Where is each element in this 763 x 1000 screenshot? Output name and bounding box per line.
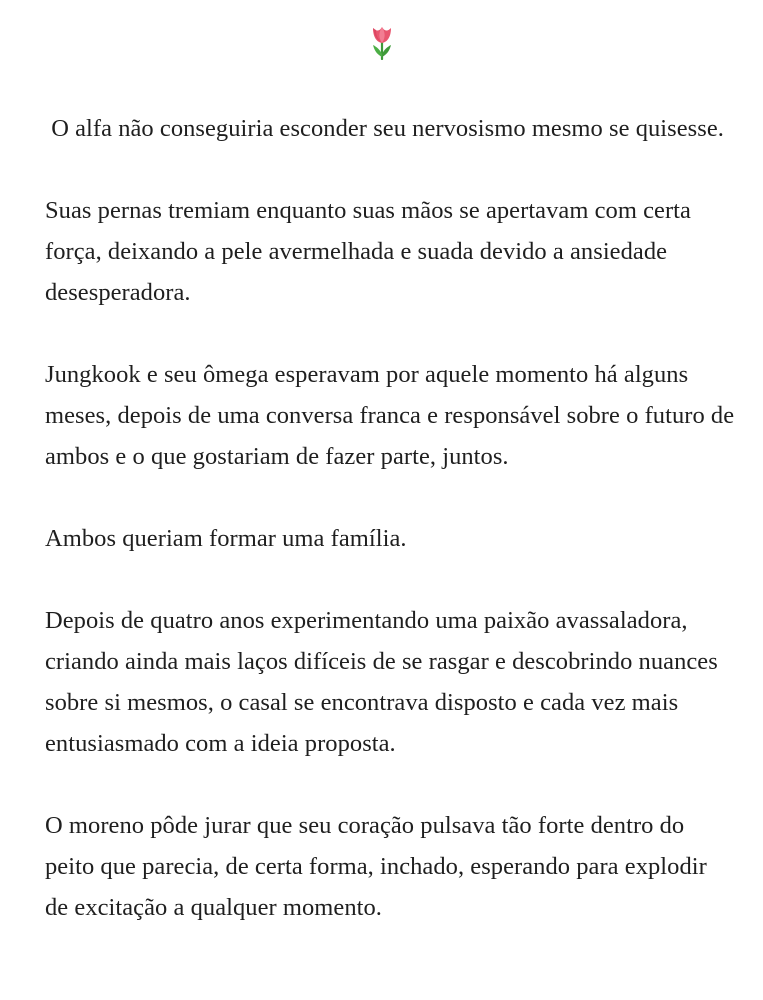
story-paragraph: Suas pernas tremiam enquanto suas mãos se apertavam com certa força, deixando a pele avermelhada e suada devido a ansiedade desesperadora. — [45, 197, 698, 306]
story-paragraph: O alfa não conseguiria esconder seu nervosismo mesmo se quisesse. — [45, 115, 724, 142]
story-paragraph: Jungkook e seu ômega esperavam por aquele momento há alguns meses, depois de uma conversa franca e responsável sobre o futuro de ambos e o que gostariam de fazer parte, juntos. — [45, 361, 741, 470]
story-paragraph: O moreno pôde jurar que seu coração pulsava tão forte dentro do peito que parecia, de certa forma, inchado, esperando para explodir de excitação a qualquer momento. — [45, 812, 713, 921]
story-paragraph: Ambos queriam formar uma família. — [45, 525, 407, 552]
story-paragraph: Depois de quatro anos experimentando uma paixão avassaladora, criando ainda mais laços difíceis de se rasgar e descobrindo nuances sobre si mesmos, o casal se encontrava disposto e cada vez mais entusiasmado com a ideia proposta. — [45, 607, 724, 757]
tulip-icon — [367, 24, 397, 60]
story-text — [45, 108, 741, 928]
